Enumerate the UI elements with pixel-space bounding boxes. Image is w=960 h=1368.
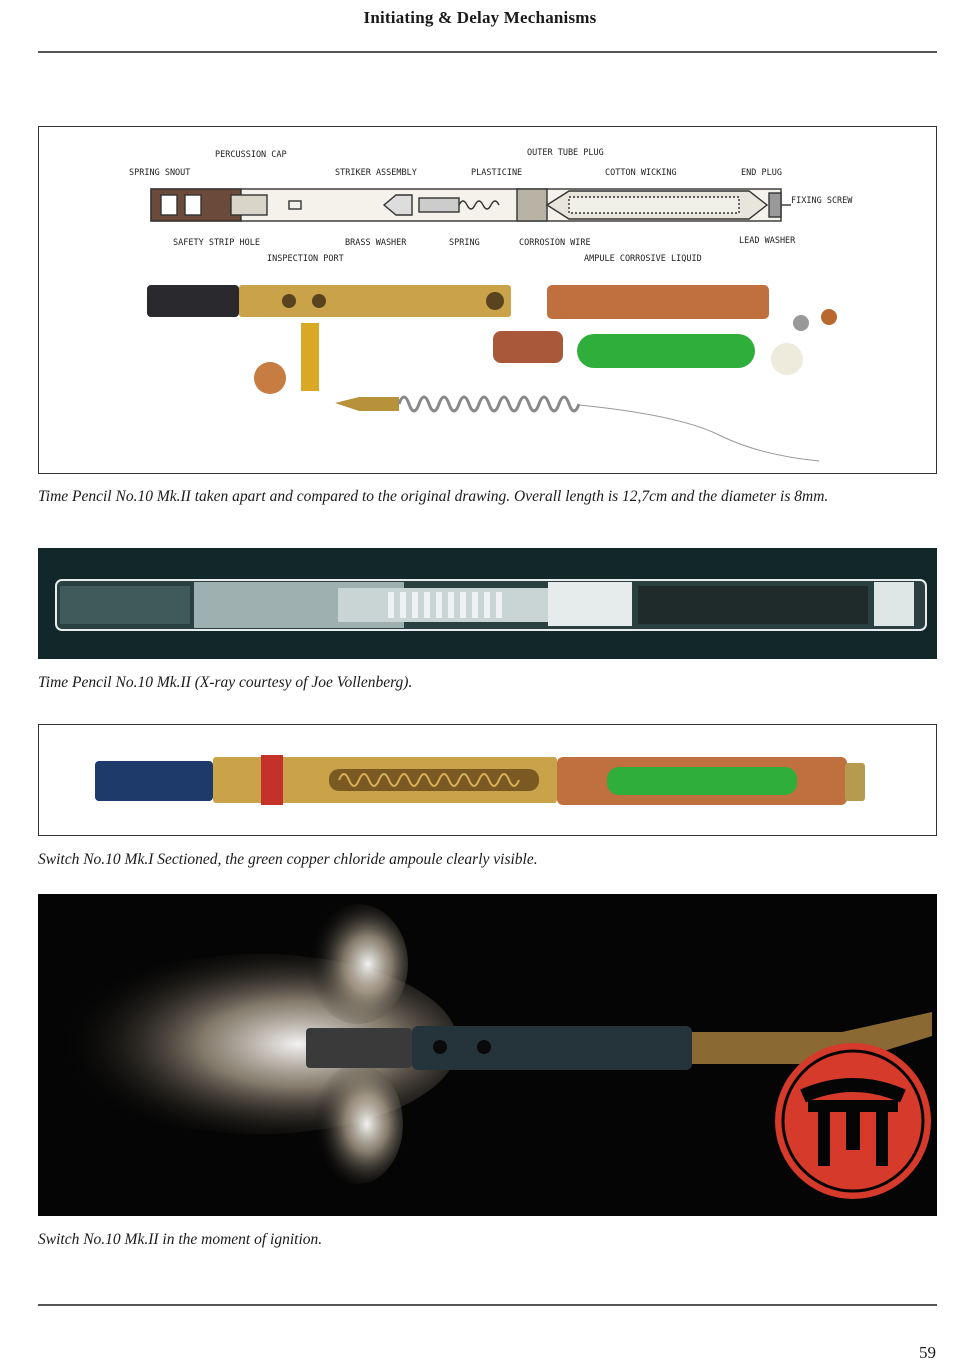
- xray-image: [38, 548, 937, 659]
- figure-caption-3: Switch No.10 Mk.I Sectioned, the green copper chloride ampoule clearly visible.: [38, 851, 538, 868]
- ignition-image: [38, 894, 937, 1216]
- label-brass-washer: BRASS WASHER: [345, 238, 407, 248]
- technical-drawing: [151, 189, 791, 221]
- figure-ignition-photo: [38, 894, 937, 1216]
- exploded-diagram: [39, 127, 936, 473]
- label-percussion-cap: PERCUSSION CAP: [215, 150, 287, 160]
- stool-logo-icon: [775, 1043, 931, 1199]
- running-header: Initiating & Delay Mechanisms: [363, 8, 597, 27]
- label-lead-washer: LEAD WASHER: [739, 236, 796, 246]
- header-rule: [38, 51, 937, 53]
- figure-xray: [38, 548, 937, 659]
- label-safety-strip-hole: SAFETY STRIP HOLE: [173, 238, 260, 248]
- label-end-plug: END PLUG: [741, 168, 782, 178]
- figure-sectioned-switch: [38, 724, 937, 836]
- figure-caption-2: Time Pencil No.10 Mk.II (X-ray courtesy of Joe Vollenberg).: [38, 674, 413, 691]
- label-inspection-port: INSPECTION PORT: [267, 254, 344, 264]
- page-number: 59: [919, 1343, 936, 1362]
- label-cotton-wicking: COTTON WICKING: [605, 168, 677, 178]
- figure-exploded-view: [38, 126, 937, 474]
- figure-caption-4: Switch No.10 Mk.II in the moment of ignition.: [38, 1231, 323, 1248]
- sectioned-switch-photo: [39, 725, 936, 835]
- label-spring-snout: SPRING SNOUT: [129, 168, 191, 178]
- label-outer-tube-plug: OUTER TUBE PLUG: [527, 148, 604, 158]
- figure-caption-1: Time Pencil No.10 Mk.II taken apart and compared to the original drawing. Overall length is 12,7cm and the diameter is 8mm.: [38, 488, 829, 505]
- parts-photo: [147, 285, 837, 461]
- label-spring: SPRING: [449, 238, 480, 248]
- label-striker-assembly: STRIKER ASSEMBLY: [335, 168, 417, 178]
- label-fixing-screw: FIXING SCREW: [791, 196, 853, 206]
- label-plasticine: PLASTICINE: [471, 168, 523, 178]
- label-ampule-corrosive-liquid: AMPULE CORROSIVE LIQUID: [584, 254, 702, 264]
- footer-rule: [38, 1304, 937, 1306]
- label-corrosion-wire: CORROSION WIRE: [519, 238, 591, 248]
